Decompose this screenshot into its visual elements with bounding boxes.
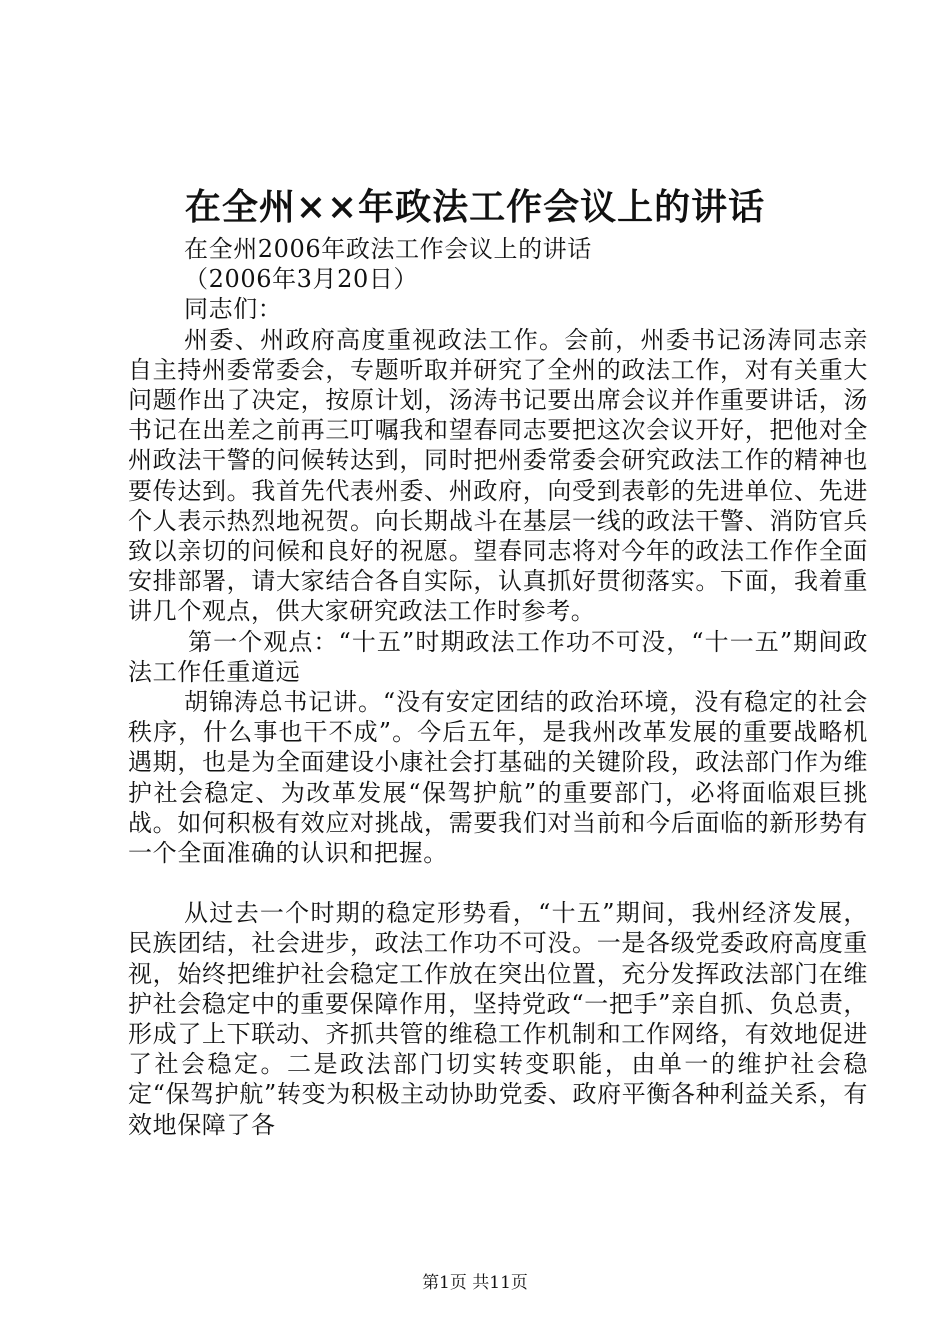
page-footer: 第1页 共11页 [422, 1273, 528, 1293]
section-heading: 第一个观点：“十五”时期政法工作功不可没，“十一五”期间政法工作任重道远 [128, 627, 868, 686]
document-body [128, 234, 868, 1140]
salutation: 同志们： [184, 295, 283, 324]
paragraph: 州委、州政府高度重视政法工作。会前，州委书记汤涛同志亲自主持州委常委会，专题听取并研究了全州的政法工作，对有关重大问题作出了决定，按原计划，汤涛书记要出席会议并作重要讲话，汤书记在出差之前再三叮嘱我和望春同志要把这次会议开好，把他对全州政法干警的问候转达到，同时把州委常委会研究政法工作的精神也要传达到。我首先代表州委、州政府，向受到表彰的先进单位、先进个人表示热烈地祝贺。向长期战斗在基层一线的政法干警、消防官兵致以亲切的问候和良好的祝愿。望春同志将对今年的政法工作作全面安排部署，请大家结合各自实际，认真抓好贯彻落实。下面，我着重讲几个观点，供大家研究政法工作时参考。 [128, 325, 868, 626]
paragraph: 从过去一个时期的稳定形势看，“十五”期间，我州经济发展，民族团结，社会进步，政法工作功不可没。一是各级党委政府高度重视，始终把维护社会稳定工作放在突出位置，充分发挥政法部门在维护社会稳定中的重要保障作用，坚持党政“一把手”亲自抓、负总责，形成了上下联动、齐抓共管的维稳工作机制和工作网络，有效地促进了社会稳定。二是政法部门切实转变职能，由单一的维护社会稳定“保驾护航”转变为积极主动协助党委、政府平衡各种利益关系，有效地保障了各 [128, 899, 868, 1139]
blank-line [128, 868, 868, 898]
document-title: 在全州××年政法工作会议上的讲话 [184, 186, 766, 228]
paragraph: 胡锦涛总书记讲。“没有安定团结的政治环境，没有稳定的社会秩序，什么事也干不成”。今后五年，是我州改革发展的重要战略机遇期，也是为全面建设小康社会打基础的关键阶段，政法部门作为维护社会稳定、为改革发展“保驾护航”的重要部门，必将面临艰巨挑战。如何积极有效应对挑战，需要我们对当前和今后面临的新形势有一个全面准确的认识和把握。 [128, 688, 868, 868]
speech-subtitle: 在全州2006年政法工作会议上的讲话 [184, 235, 592, 263]
speech-date: （2006年3月20日） [184, 265, 419, 294]
